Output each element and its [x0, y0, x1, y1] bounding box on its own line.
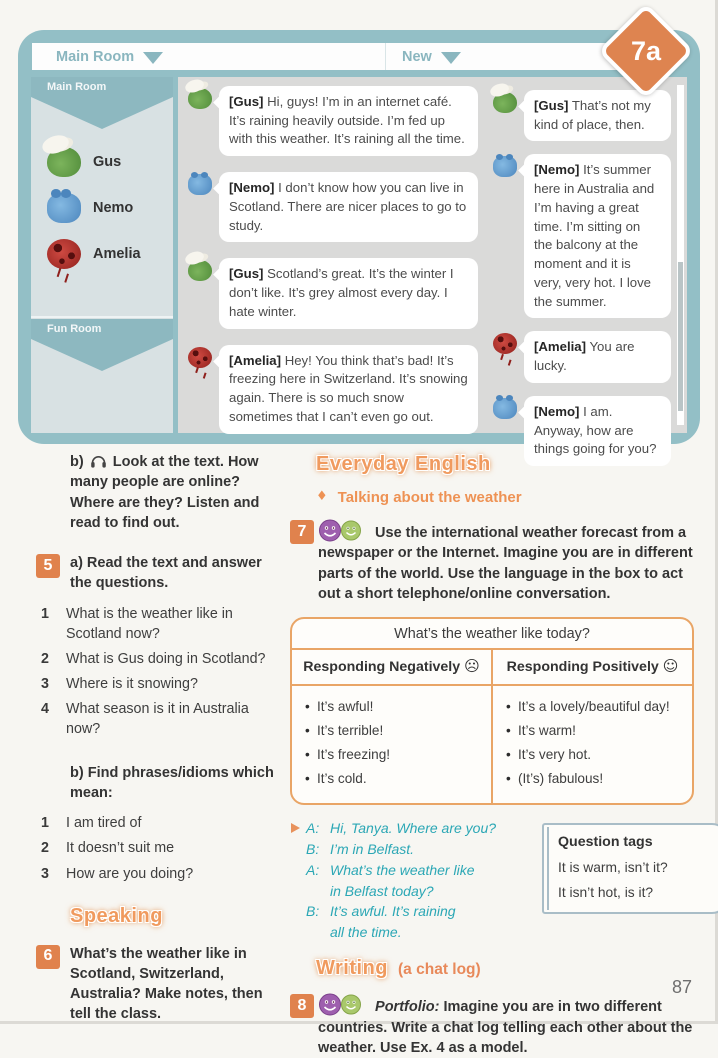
chat-message — [188, 172, 478, 242]
message-bubble — [219, 345, 478, 434]
question-tags-example: It is warm, isn’t it? — [558, 860, 668, 876]
task-b-listening — [70, 452, 280, 533]
message-speaker: [Gus] — [229, 266, 264, 282]
dialogue-speaker: A: — [306, 820, 320, 837]
chat-message — [493, 154, 671, 318]
exercise-6-number — [36, 945, 60, 969]
exercise-5 — [36, 553, 280, 594]
positive-phrases-list — [493, 686, 692, 803]
exercise-5b-items — [36, 813, 280, 883]
speaking-header: Speaking — [70, 904, 163, 927]
phrase-item: • It’s warm! — [501, 721, 688, 740]
member-nemo[interactable] — [47, 193, 169, 223]
message-bubble — [219, 86, 478, 156]
chat-column-1 — [188, 86, 478, 425]
tab-main-room[interactable] — [32, 43, 385, 70]
message-speaker: [Gus] — [229, 94, 264, 109]
exercise-number-label: 6 — [43, 947, 53, 965]
phrase-item: • It’s cold. — [300, 769, 487, 788]
phrase-item: • It’s awful! — [300, 697, 487, 716]
question-number: 1 — [41, 605, 49, 622]
writing-header: Writing — [316, 957, 389, 980]
idiom-number: 1 — [41, 815, 49, 832]
dialogue-speaker: B: — [306, 841, 320, 858]
message-text: Scotland’s great. It’s the winter I don’t like. It’s grey almost every day. I hate winter. — [229, 266, 454, 319]
idiom-number: 2 — [41, 840, 49, 857]
everyday-english-header: Everyday English — [316, 453, 491, 475]
gus-avatar-icon — [47, 147, 81, 177]
exercise-6 — [36, 944, 280, 1025]
question-item — [36, 604, 280, 644]
tab-main-room-label: Main Room — [56, 48, 135, 65]
dialogue-line — [306, 860, 532, 881]
question-tags-box — [542, 823, 718, 914]
writing-section-header — [316, 954, 704, 982]
question-item — [36, 699, 280, 739]
chat-message — [493, 90, 671, 141]
module-badge-label: 7a — [630, 35, 662, 66]
exercise-7-text: Use the international weather forecast from a newspaper or the Internet. Imagine you are in different parts of the world. Use the language in the box to act out a short telephone/online conversation. — [318, 525, 693, 602]
idiom-text: How are you doing? — [66, 865, 194, 882]
left-exercise-column — [36, 452, 280, 1025]
frown-face-icon: ☹ — [464, 657, 480, 676]
dialogue-line — [306, 901, 532, 922]
chat-message — [188, 345, 478, 434]
room-banner-fun-label: Fun Room — [47, 323, 102, 335]
model-dialogue — [306, 818, 532, 942]
table-header-positive — [493, 650, 692, 684]
member-amelia[interactable] — [47, 239, 169, 269]
right-exercise-column — [290, 450, 704, 1058]
message-speaker: [Nemo] — [534, 162, 580, 178]
exercise-5-questions — [36, 604, 280, 739]
nemo-avatar-icon — [47, 193, 81, 223]
idiom-number: 3 — [41, 865, 49, 882]
exercise-8-text: Imagine you are in two different countries. Write a chat log telling each other about the weather. Use Ex. 4 as a model. — [318, 999, 693, 1056]
question-number: 2 — [41, 650, 49, 667]
message-text: I am. Anyway, how are things going for you? — [534, 403, 657, 457]
dialogue-text: What’s the weather like — [330, 861, 475, 878]
chat-window — [18, 30, 700, 457]
chat-message — [188, 258, 478, 328]
question-text: What is Gus doing in Scotland? — [66, 650, 266, 667]
nemo-avatar-icon — [493, 398, 517, 419]
chat-scrollbar-thumb[interactable] — [678, 262, 683, 412]
weather-language-table — [290, 617, 694, 805]
pairwork-icon — [318, 993, 364, 1016]
nemo-avatar-icon — [188, 174, 212, 195]
exercise-8-number — [290, 994, 314, 1018]
table-header-positive-label: Responding Positively — [506, 659, 659, 676]
message-speaker: [Nemo] — [534, 403, 580, 419]
dialogue-speaker: B: — [306, 903, 320, 920]
message-text: That’s not my kind of place, then. — [534, 98, 651, 132]
message-text: Hey! You think that’s bad! It’s freezing here in Switzerland. It’s snowing again. There is so much snow sometimes that I can’t even go out. — [229, 352, 468, 424]
page-number: 87 — [671, 977, 692, 997]
dialogue-text: I’m in Belfast. — [330, 841, 415, 858]
room-banner-main-label: Main Room — [47, 81, 107, 93]
dialogue-line — [306, 818, 532, 839]
gus-avatar-icon — [188, 260, 212, 281]
caret-down-icon — [143, 52, 163, 64]
message-text: I don’t know how you can live in Scotland. There are nicer places to go to study. — [229, 180, 467, 233]
question-item — [36, 649, 280, 669]
dialogue-text-continued: in Belfast today? — [330, 882, 434, 899]
table-header-negative-label: Responding Negatively — [303, 659, 461, 676]
task-b-label: b) — [70, 454, 84, 470]
question-number: 3 — [41, 675, 49, 692]
chat-message-area — [178, 77, 687, 457]
question-text: Where is it snowing? — [66, 675, 198, 692]
exercise-5b-intro: b) Find phrases/idioms which mean: — [70, 764, 274, 802]
phrase-item: • It’s freezing! — [300, 745, 487, 764]
pairwork-icon — [318, 519, 364, 542]
exercise-number-label: 7 — [297, 522, 307, 540]
question-item — [36, 674, 280, 694]
exercise-5-intro: a) Read the text and answer the questions. — [70, 555, 262, 592]
task-b-text: Look at the text. How many people are online? Where are they? Listen and read to find out. — [70, 454, 260, 531]
member-amelia-name: Amelia — [93, 246, 141, 262]
message-text: Hi, guys! I’m in an internet café. It’s raining heavily outside. I’m fed up with this weather. It’s raining all the time. — [229, 94, 465, 147]
chat-tab-bar — [32, 43, 662, 70]
message-bubble — [219, 258, 478, 328]
table-body-row — [292, 686, 692, 803]
chat-message — [188, 86, 478, 156]
idiom-text: I am tired of — [66, 815, 142, 832]
model-dialogue-section — [290, 818, 704, 940]
exercise-7-number — [290, 520, 314, 544]
subheading — [316, 487, 704, 508]
writing-subtitle: (a chat log) — [398, 961, 481, 979]
table-header-negative — [292, 650, 493, 684]
exercise-8 — [290, 993, 704, 1058]
idiom-item — [36, 838, 280, 858]
message-text: It’s summer here in Australia and I’m having a great time. I’m sitting on the balcony at the moment and it is very, very hot. I love the summer. — [534, 162, 655, 309]
headphones-icon — [90, 454, 107, 469]
message-speaker: [Nemo] — [229, 180, 275, 196]
message-speaker: [Amelia] — [229, 352, 282, 368]
dialogue-text-continued: all the time. — [330, 923, 402, 940]
message-speaker: [Amelia] — [534, 339, 587, 355]
exercise-number-label: 8 — [297, 997, 307, 1015]
table-header-row — [292, 650, 692, 686]
exercise-7 — [290, 519, 704, 604]
subheading-text: Talking about the weather — [337, 489, 522, 506]
dialogue-text: Hi, Tanya. Where are you? — [330, 820, 497, 837]
message-bubble — [219, 172, 478, 242]
sidebar-divider — [31, 316, 173, 318]
smile-face-icon: ☺ — [662, 657, 679, 676]
dialogue-text: It’s awful. It’s raining — [330, 903, 456, 920]
exercise-5-number — [36, 554, 60, 578]
phrase-item: • (It’s) fabulous! — [501, 769, 688, 788]
idiom-item — [36, 864, 280, 884]
exercise-6-text: What’s the weather like in Scotland, Switzerland, Australia? Make notes, then tell the class. — [70, 945, 263, 1023]
dialogue-line — [306, 839, 532, 860]
diamond-bullet-icon: ♦ — [316, 489, 328, 505]
message-bubble — [524, 154, 671, 318]
phrase-item: • It’s terrible! — [300, 721, 487, 740]
negative-phrases-list — [292, 686, 493, 803]
amelia-avatar-icon — [47, 239, 81, 269]
idiom-text: It doesn’t suit me — [66, 840, 175, 857]
member-nemo-name: Nemo — [93, 200, 134, 216]
amelia-avatar-icon — [188, 347, 212, 368]
message-text: You are lucky. — [534, 339, 635, 374]
portfolio-label: Portfolio: — [375, 999, 440, 1016]
gus-avatar-icon — [493, 92, 517, 113]
example-arrow-icon — [291, 823, 300, 833]
gus-avatar-icon — [188, 88, 212, 109]
question-number: 4 — [41, 700, 49, 717]
question-text: What is the weather like in Scotland now? — [66, 605, 233, 642]
message-speaker: [Gus] — [534, 98, 569, 113]
dialogue-speaker: A: — [306, 861, 320, 878]
room-banner-fun[interactable] — [31, 319, 173, 339]
phrase-item: • It’s a lovely/beautiful day! — [501, 697, 688, 716]
message-bubble — [524, 331, 671, 382]
table-title: What’s the weather like today? — [292, 619, 692, 650]
room-banner-main[interactable] — [31, 77, 173, 97]
question-tags-example: It isn’t hot, is it? — [558, 884, 654, 900]
chat-column-2 — [493, 86, 671, 457]
chat-room-sidebar — [31, 77, 173, 433]
question-text: What season is it in Australia now? — [66, 700, 249, 737]
idiom-item — [36, 813, 280, 833]
phrase-item: • It’s very hot. — [501, 745, 688, 764]
chat-message — [493, 331, 671, 382]
message-bubble — [524, 90, 671, 141]
caret-down-icon — [441, 52, 461, 64]
exercise-number-label: 5 — [43, 556, 53, 574]
member-gus[interactable] — [47, 147, 169, 177]
member-list — [47, 147, 169, 269]
chat-scrollbar[interactable] — [677, 85, 684, 425]
nemo-avatar-icon — [493, 156, 517, 177]
tab-new-label: New — [402, 48, 432, 65]
member-gus-name: Gus — [93, 154, 122, 170]
amelia-avatar-icon — [493, 333, 517, 354]
question-tags-title: Question tags — [558, 834, 653, 851]
